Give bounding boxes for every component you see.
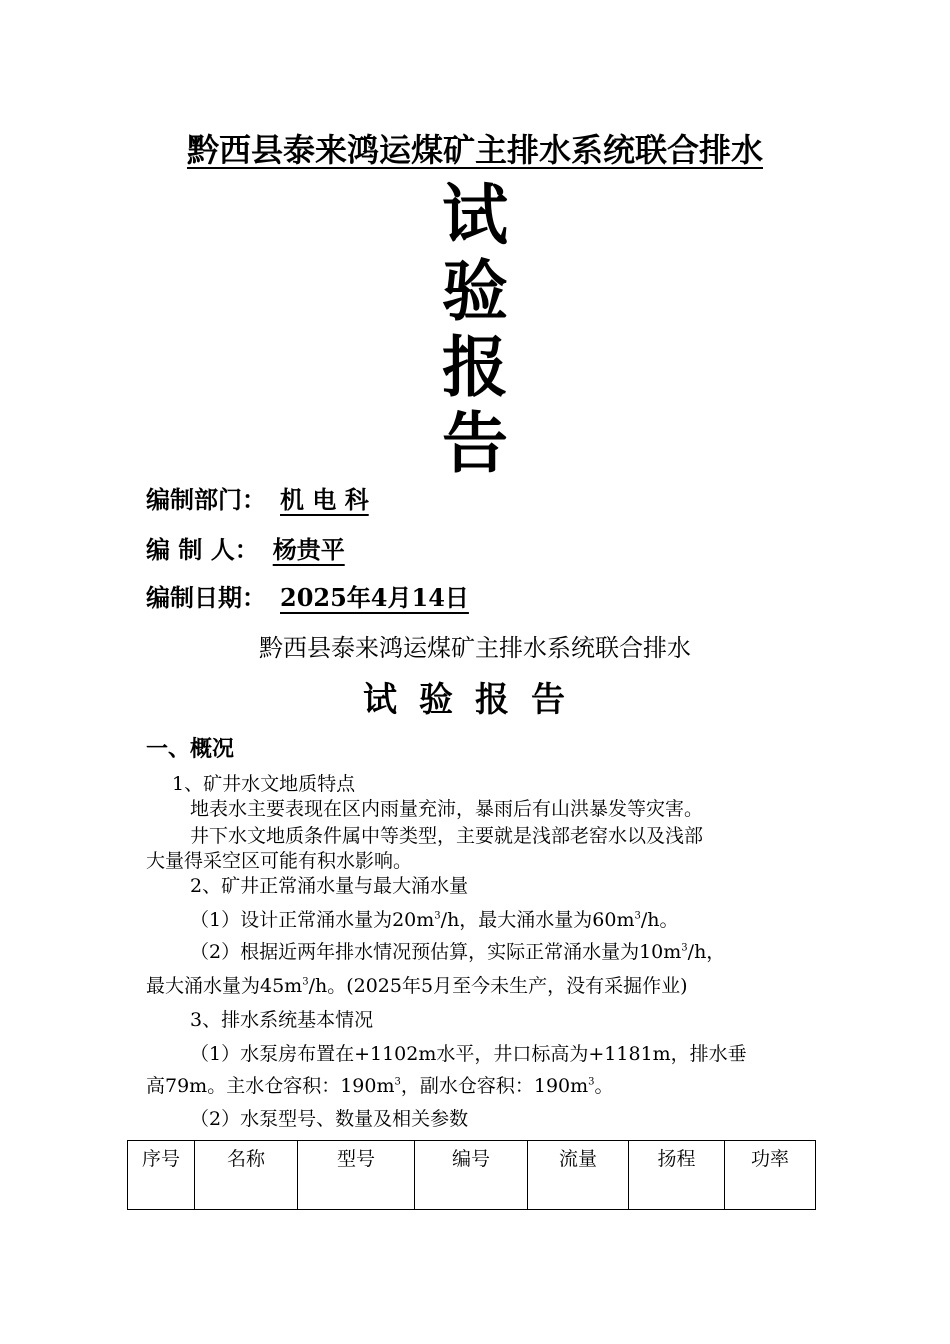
inflow-paragraph-1: （1）设计正常涌水量为$20m^3/h$，最大涌水量为$60m^3/h$。: [190, 909, 679, 931]
inflow-paragraph-3: 最大涌水量为$45m^3/h$。(2025年5月至今未生产，没有采掘作业): [146, 975, 688, 997]
table-header-cell: 功率: [725, 1141, 816, 1210]
table-header-cell: 编号: [415, 1141, 528, 1210]
table-header-cell: 名称: [195, 1141, 298, 1210]
table-header-cell: 扬程: [629, 1141, 725, 1210]
meta-department-value: 机 电 科: [280, 485, 369, 514]
meta-author: [146, 532, 345, 568]
meta-author-label: 编 制 人：: [146, 535, 259, 564]
cover-big-char-1: 试: [442, 177, 508, 254]
drainage-paragraph-2: 高79m。主水仓容积：$190m^3$，副水仓容积：$190m^3$。: [146, 1075, 614, 1097]
hydro-paragraph-2a: 井下水文地质条件属中等类型，主要就是浅部老窑水以及浅部: [190, 825, 704, 847]
section-overview-heading: 一、概况: [146, 736, 235, 762]
cover-big-char-2: 验: [442, 253, 508, 330]
drainage-heading: 3、排水系统基本情况: [190, 1009, 374, 1031]
report-title: 黔西县泰来鸿运煤矿主排水系统联合排水: [259, 634, 691, 662]
report-subtitle: 试验报告: [363, 680, 587, 720]
hydro-heading: 1、矿井水文地质特点: [172, 773, 356, 795]
meta-date-value: 2025年4月14日: [280, 583, 469, 612]
table-header-cell: 型号: [298, 1141, 415, 1210]
table-header-cell: 流量: [528, 1141, 629, 1210]
hydro-paragraph-1: 地表水主要表现在区内雨量充沛，暴雨后有山洪暴发等灾害。: [190, 798, 704, 820]
meta-date-label: 编制日期：: [146, 583, 266, 612]
cover-big-char-3: 报: [442, 329, 508, 406]
drainage-paragraph-3: （2）水泵型号、数量及相关参数: [190, 1108, 469, 1130]
hydro-paragraph-2b: 大量得采空区可能有积水影响。: [146, 850, 413, 872]
table-header-row: [128, 1141, 816, 1210]
meta-department-label: 编制部门：: [146, 485, 266, 514]
inflow-paragraph-2: （2）根据近两年排水情况预估算，实际正常涌水量为$10m^3/h$，: [190, 941, 726, 963]
table-header-cell: 序号: [128, 1141, 195, 1210]
pump-parameters-table: [127, 1140, 816, 1210]
cover-big-char-4: 告: [442, 405, 508, 482]
meta-department: [146, 482, 369, 518]
meta-date: [146, 580, 469, 616]
cover-title: 黔西县泰来鸿运煤矿主排水系统联合排水: [186, 131, 763, 169]
drainage-paragraph-1: （1）水泵房布置在+1102m水平，井口标高为+1181m，排水垂: [190, 1043, 747, 1065]
inflow-heading: 2、矿井正常涌水量与最大涌水量: [190, 875, 469, 897]
meta-author-value: 杨贵平: [272, 535, 345, 564]
